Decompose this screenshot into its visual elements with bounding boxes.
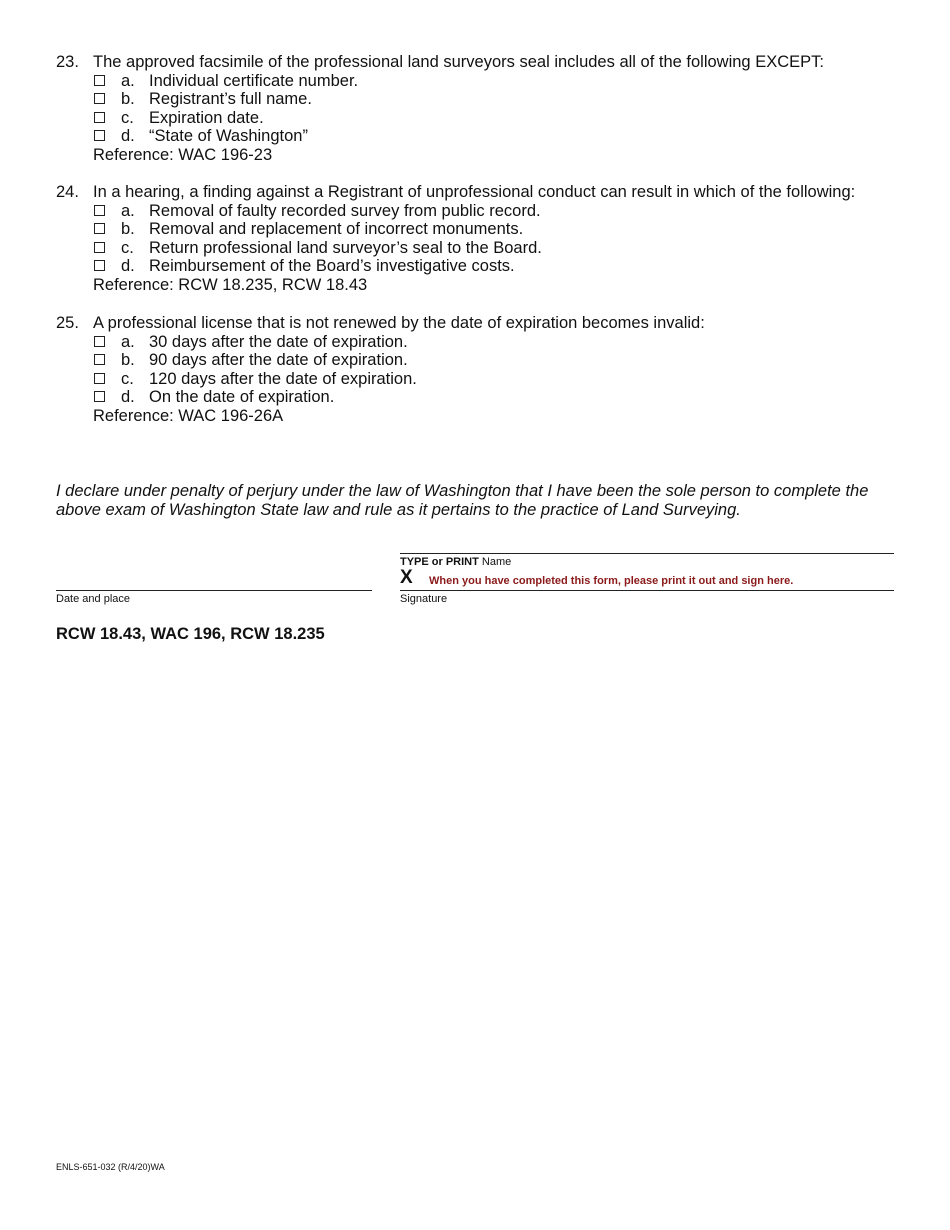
question-24 (56, 183, 936, 295)
name-label-rest: Name (478, 556, 512, 568)
form-code: ENLS-651-032 (R/4/20)WA (56, 1162, 165, 1172)
signature-x-mark: X (400, 567, 413, 588)
reference: Reference: RCW 18.235, RCW 18.43 (93, 275, 368, 294)
option-text: 30 days after the date of expiration. (149, 332, 408, 351)
reference: Reference: WAC 196-26A (93, 406, 284, 425)
checkbox-25d[interactable] (94, 391, 105, 402)
reference: Reference: WAC 196-23 (93, 145, 273, 164)
question-25 (56, 314, 916, 426)
option-letter: c. (121, 369, 134, 388)
option-text: 120 days after the date of expiration. (149, 369, 417, 388)
option-letter: a. (121, 332, 135, 351)
option-24b (56, 220, 936, 239)
option-23c (56, 109, 916, 128)
option-letter: c. (121, 238, 134, 257)
checkbox-23d[interactable] (94, 130, 105, 141)
question-number: 24. (56, 183, 79, 201)
option-24d (56, 257, 936, 276)
checkbox-24d[interactable] (94, 260, 105, 271)
governing-laws: RCW 18.43, WAC 196, RCW 18.235 (56, 625, 325, 643)
option-25d (56, 388, 916, 407)
checkbox-23b[interactable] (94, 93, 105, 104)
option-text: Registrant’s full name. (149, 90, 312, 109)
option-letter: d. (121, 257, 135, 276)
checkbox-25c[interactable] (94, 373, 105, 384)
option-letter: b. (121, 351, 135, 370)
option-letter: c. (121, 108, 134, 127)
option-23d (56, 127, 916, 146)
option-text: Expiration date. (149, 108, 264, 127)
option-letter: d. (121, 388, 135, 407)
question-text: A professional license that is not renewed by the date of expiration becomes invalid: (93, 314, 705, 332)
option-text: On the date of expiration. (149, 388, 335, 407)
option-letter: a. (121, 71, 135, 90)
question-23 (56, 53, 916, 165)
checkbox-25a[interactable] (94, 336, 105, 347)
option-text: Individual certificate number. (149, 71, 359, 90)
option-letter: b. (121, 90, 135, 109)
option-25c (56, 370, 916, 389)
option-letter: d. (121, 127, 135, 146)
option-25b (56, 351, 916, 370)
option-text: Removal of faulty recorded survey from public record. (149, 201, 541, 220)
signature-field[interactable]: When you have completed this form, please print it out and sign here. (429, 575, 794, 587)
option-24c (56, 239, 936, 258)
option-25a (56, 333, 916, 352)
option-text: 90 days after the date of expiration. (149, 351, 408, 370)
question-text: In a hearing, a finding against a Registrant of unprofessional conduct can result in which of the following: (93, 183, 856, 201)
option-23a (56, 72, 916, 91)
name-label (400, 556, 511, 568)
date-place-line[interactable] (56, 590, 372, 591)
checkbox-25b[interactable] (94, 354, 105, 365)
question-text: The approved facsimile of the professional land surveyors seal includes all of the following EXCEPT: (93, 53, 824, 71)
option-letter: a. (121, 201, 135, 220)
option-text: Removal and replacement of incorrect monuments. (149, 220, 524, 239)
option-23b (56, 90, 916, 109)
checkbox-24a[interactable] (94, 205, 105, 216)
perjury-declaration: I declare under penalty of perjury under the law of Washington that I have been the sole person to complete the above exam of Washington State law and rule as it pertains to the practice of Land Surveying. (56, 482, 869, 519)
name-label-bold: TYPE or PRINT (400, 556, 479, 568)
question-number: 23. (56, 53, 79, 71)
signature-label: Signature (400, 593, 448, 605)
checkbox-24c[interactable] (94, 242, 105, 253)
option-24a (56, 202, 936, 221)
checkbox-23a[interactable] (94, 75, 105, 86)
checkbox-24b[interactable] (94, 223, 105, 234)
option-text: Return professional land surveyor’s seal to the Board. (149, 238, 542, 257)
option-text: Reimbursement of the Board’s investigative costs. (149, 257, 515, 276)
option-letter: b. (121, 220, 135, 239)
checkbox-23c[interactable] (94, 112, 105, 123)
option-text: “State of Washington” (149, 127, 308, 146)
signature-line[interactable] (400, 590, 894, 591)
name-line[interactable] (400, 553, 894, 554)
date-place-label: Date and place (56, 593, 130, 605)
question-number: 25. (56, 314, 79, 332)
